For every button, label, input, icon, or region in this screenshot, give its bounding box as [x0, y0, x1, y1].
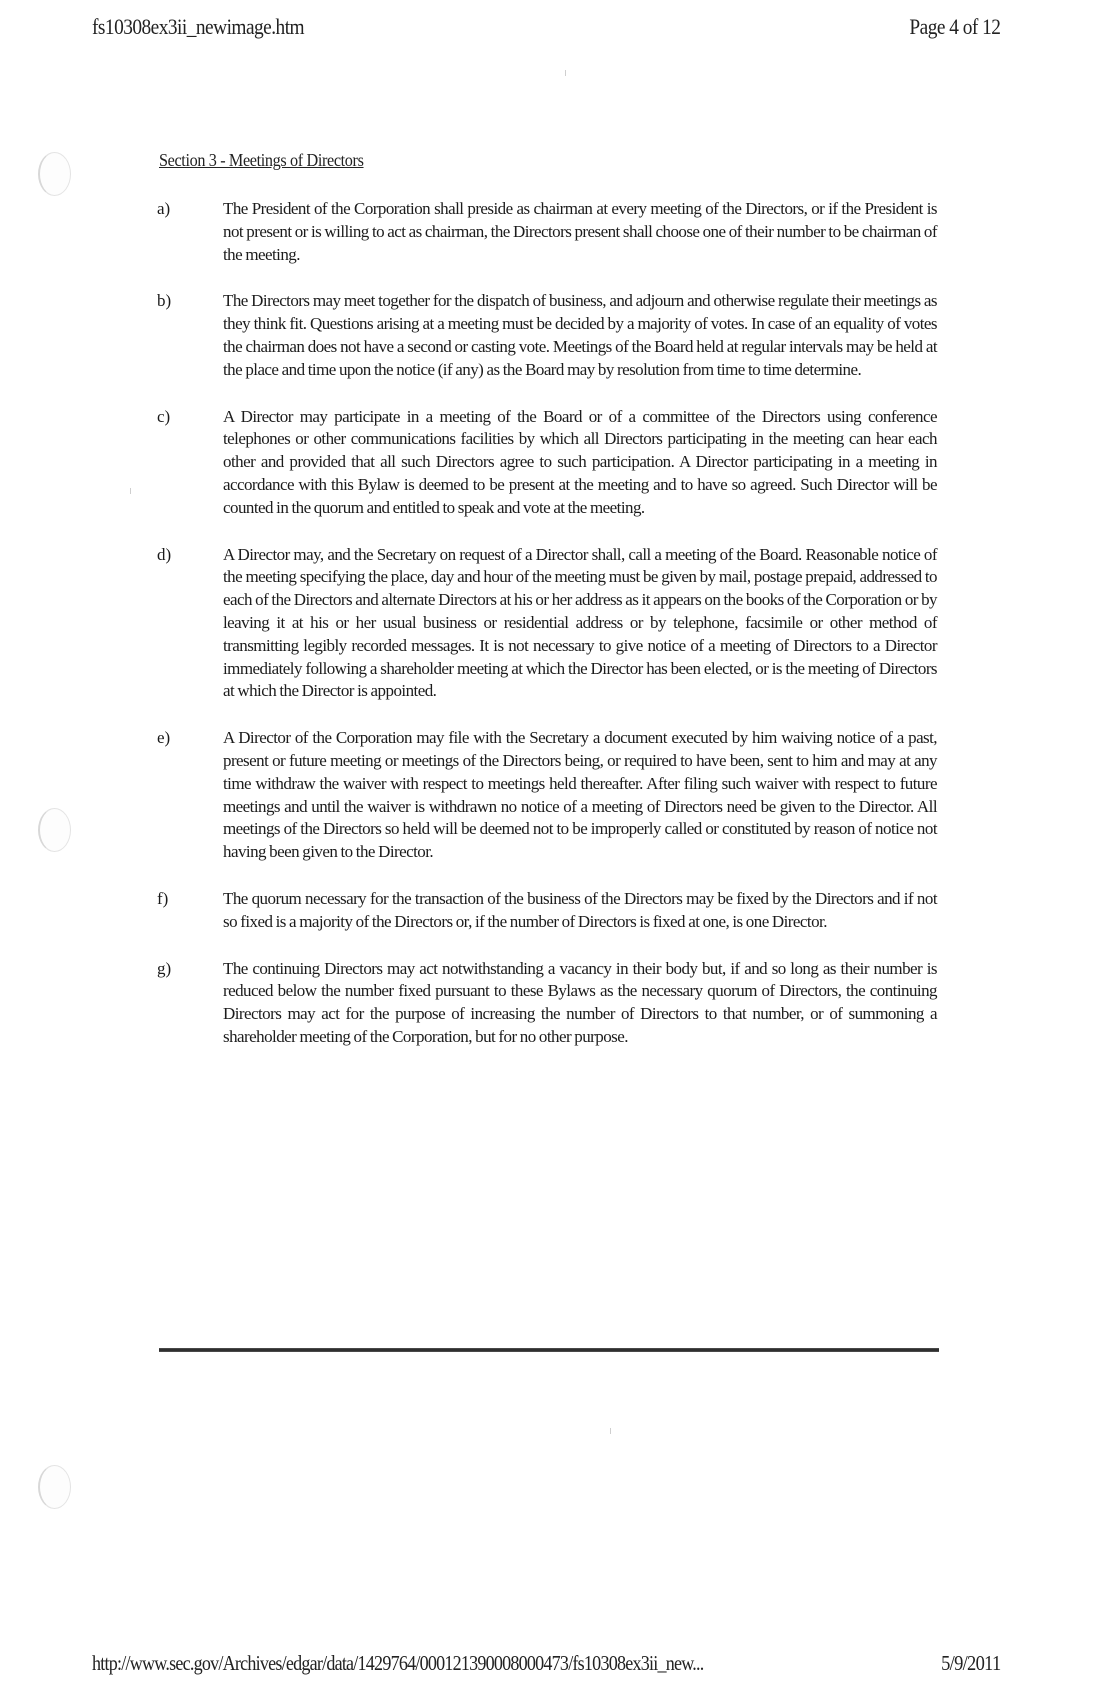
section-title: Section 3 - Meetings of Directors [159, 150, 364, 170]
section-item-g [157, 958, 937, 1049]
horizontal-rule [159, 1348, 939, 1352]
item-text: A Director of the Corporation may file with the Secretary a document executed by him waiving notice of a past, present or future meeting or meetings of the Directors being, or required to have been, sent to him and may at any time withdraw the waiver with respect to meetings held thereafter. After filing such waiver with respect to future meetings and until the waiver is withdrawn no notice of a meeting of Directors need be given to the Director. All meetings of the Directors so held will be deemed not to be improperly called or constituted by reason of notice not having been given to the Director. [223, 728, 937, 862]
section-item-e [157, 727, 937, 864]
item-label: f) [157, 888, 169, 908]
section-item-d [157, 544, 937, 704]
document-filename: fs10308ex3ii_newimage.htm [92, 14, 305, 39]
footer-url: http://www.sec.gov/Archives/edgar/data/1429764/000121390008000473/fs10308ex3ii_new... [92, 1651, 704, 1675]
item-text: The Directors may meet together for the dispatch of business, and adjourn and otherwise regulate their meetings as they think fit. Questions arising at a meeting must be decided by a majority of votes. In case of an equality of votes the chairman does not have a second or casting vote. Meetings of the Board held at regular intervals may be held at the place and time upon the notice (if any) as the Board may by resolution from time to time determine. [223, 291, 937, 379]
page-indicator: Page 4 of 12 [909, 14, 1000, 39]
item-text: The quorum necessary for the transaction of the business of the Directors may be fixed by the Directors and if not so fixed is a majority of the Directors or, if the number of Directors is fixed at one, is one Director. [223, 888, 937, 931]
punch-hole-top [38, 152, 71, 196]
section-item-c [157, 406, 937, 520]
item-label: c) [157, 406, 171, 426]
item-text: The continuing Directors may act notwithstanding a vacancy in their body but, if and so long as their number is reduced below the number fixed pursuant to these Bylaws as the necessary quorum of Directors, the continuing Directors may act for the purpose of increasing the number of Directors to that number, or of summoning a shareholder meeting of the Corporation, but for no other purpose. [223, 958, 937, 1046]
item-text: The President of the Corporation shall preside as chairman at every meeting of the Directors, or if the President is not present or is willing to act as chairman, the Directors present shall choose one of their number to be chairman of the meeting. [223, 199, 937, 264]
item-label: a) [157, 199, 171, 218]
item-label: d) [157, 544, 172, 564]
scan-speck [610, 1428, 611, 1434]
item-label: e) [157, 728, 171, 748]
section-item-f [157, 888, 937, 934]
item-label: b) [157, 291, 172, 311]
punch-hole-middle [38, 808, 71, 852]
scan-speck [130, 488, 131, 494]
item-text: A Director may participate in a meeting of the Board or of a committee of the Directors using conference telephones or other communications facilities by which all Directors participating in the meeting can hear each other and provided that all such Directors agree to such participation. A Director participating in a meeting in accordance with this Bylaw is deemed to be present at the meeting and to have so agreed. Such Director will be counted in the quorum and entitled to speak and vote at the meeting. [223, 406, 937, 517]
footer-date: 5/9/2011 [940, 1651, 1000, 1675]
punch-hole-bottom [38, 1465, 71, 1509]
scan-speck [565, 70, 566, 76]
section-items [157, 198, 937, 1073]
item-label: g) [157, 958, 172, 978]
section-item-b [157, 290, 937, 381]
section-item-a [157, 198, 937, 266]
item-text: A Director may, and the Secretary on request of a Director shall, call a meeting of the Board. Reasonable notice of the meeting specifying the place, day and hour of the meeting must be given by mail, postage prepaid, addressed to each of the Directors and alternate Directors at his or her address as it appears on the books of the Corporation or by leaving it at his or her usual business or residential address or by telephone, facsimile or other method of transmitting legibly recorded messages. It is not necessary to give notice of a meeting of Directors to a Director immediately following a shareholder meeting at which the Director has been elected, or is the meeting of Directors at which the Director is appointed. [223, 544, 937, 701]
